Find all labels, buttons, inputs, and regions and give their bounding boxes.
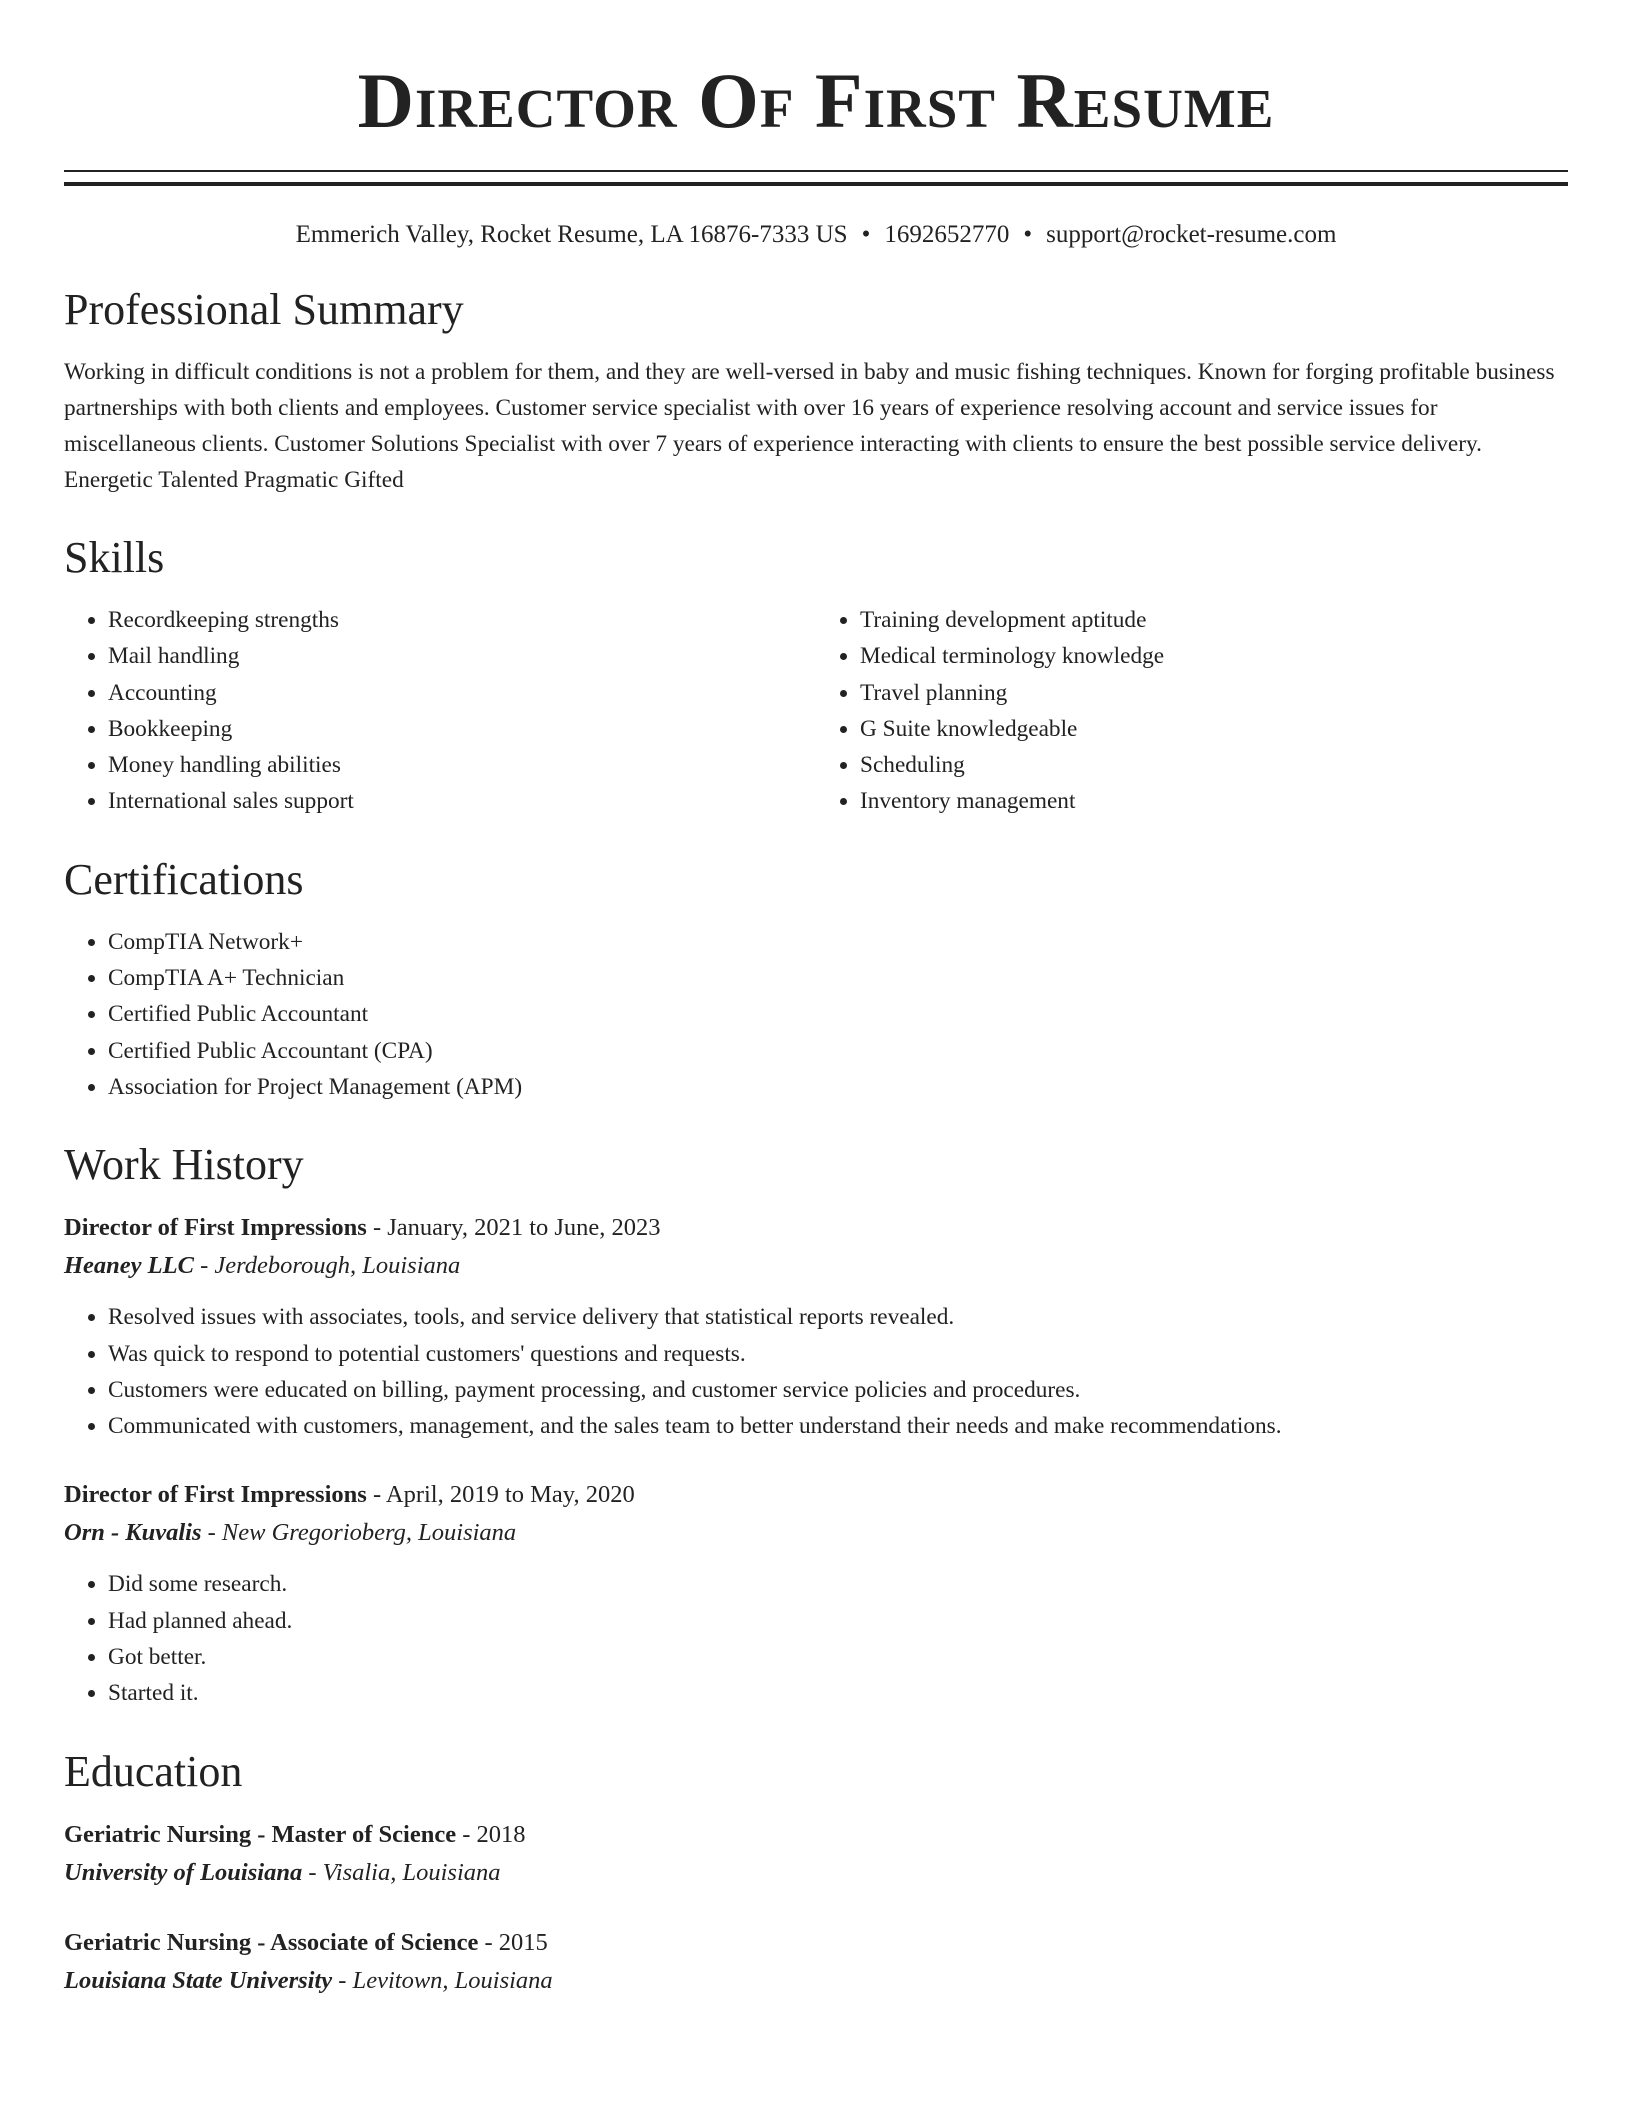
skills-columns bbox=[64, 602, 1568, 820]
education-degree-line bbox=[64, 1924, 1568, 1962]
skill-item: • Recordkeeping strengths bbox=[108, 602, 816, 638]
job-title-line bbox=[64, 1209, 1568, 1247]
job-company: Orn - Kuvalis bbox=[64, 1519, 202, 1547]
education-school-line bbox=[64, 1854, 1568, 1892]
summary-text: Working in difficult conditions is not a problem for them, and they are well-versed in baby and music fishing techniques. Known for forging profitable business partnerships with both clients and employees. Customer service specialist with over 16 years of experience resolving account and service issues for miscellaneous clients. Customer Solutions Specialist with over 7 years of experience interacting with clients to ensure the best possible service delivery. Energetic Talented Pragmatic Gifted bbox=[64, 359, 1555, 493]
education-location: - Levitown, Louisiana bbox=[332, 1966, 553, 1994]
job-bullet: • Was quick to respond to potential customers' questions and requests. bbox=[108, 1336, 1568, 1372]
job-entry bbox=[64, 1476, 1568, 1711]
certification-item: • Association for Project Management (APM) bbox=[108, 1069, 1568, 1105]
job-bullet: • Got better. bbox=[108, 1639, 1568, 1675]
skill-item: • Inventory management bbox=[860, 783, 1568, 819]
education-degree: Geriatric Nursing - Master of Science bbox=[64, 1820, 457, 1848]
certification-item: • CompTIA A+ Technician bbox=[108, 960, 1568, 996]
education-school-line bbox=[64, 1962, 1568, 2000]
certification-item: • CompTIA Network+ bbox=[108, 924, 1568, 960]
certifications-heading: Certifications bbox=[64, 854, 304, 904]
spacer bbox=[64, 1892, 1568, 1924]
skill-item: • Training development aptitude bbox=[860, 602, 1568, 638]
job-dates: - January, 2021 to June, 2023 bbox=[366, 1214, 661, 1242]
title-divider bbox=[64, 170, 1568, 186]
job-bullet: • Started it. bbox=[108, 1675, 1568, 1711]
contact-address: Emmerich Valley, Rocket Resume, LA 16876-7333 US bbox=[295, 221, 848, 248]
certification-item: • Certified Public Accountant (CPA) bbox=[108, 1033, 1568, 1069]
job-company-line bbox=[64, 1514, 1568, 1552]
job-bullet: • Customers were educated on billing, payment processing, and customer service policies and procedures. bbox=[108, 1372, 1568, 1408]
contact-phone: 1692652770 bbox=[884, 221, 1010, 248]
job-role: Director of First Impressions bbox=[64, 1481, 367, 1509]
job-bullet: • Had planned ahead. bbox=[108, 1603, 1568, 1639]
skill-item: • Travel planning bbox=[860, 675, 1568, 711]
job-location: - New Gregorioberg, Louisiana bbox=[201, 1519, 517, 1547]
education-year: - 2018 bbox=[456, 1820, 526, 1848]
skill-item: • Scheduling bbox=[860, 747, 1568, 783]
skill-item: • Bookkeeping bbox=[108, 711, 816, 747]
job-dates: - April, 2019 to May, 2020 bbox=[366, 1481, 635, 1509]
job-company-line bbox=[64, 1247, 1568, 1285]
education-location: - Visalia, Louisiana bbox=[302, 1858, 501, 1886]
summary-heading: Professional Summary bbox=[64, 285, 464, 334]
skill-item: • Accounting bbox=[108, 675, 816, 711]
job-bullets bbox=[64, 1566, 1568, 1711]
education-heading: Education bbox=[64, 1746, 243, 1796]
job-location: - Jerdeborough, Louisiana bbox=[193, 1252, 461, 1280]
skill-item: • G Suite knowledgeable bbox=[860, 711, 1568, 747]
contact-line bbox=[64, 220, 1568, 250]
education-entry bbox=[64, 1924, 1568, 2000]
skills-heading: Skills bbox=[64, 533, 165, 582]
resume-title: Director Of First Resume bbox=[357, 57, 1275, 144]
education-degree: Geriatric Nursing - Associate of Science bbox=[64, 1928, 479, 1956]
education-entry bbox=[64, 1816, 1568, 1892]
certifications-list bbox=[64, 924, 1568, 1105]
education-school: Louisiana State University bbox=[64, 1966, 333, 1994]
skills-list-right bbox=[816, 602, 1568, 820]
work-history-heading: Work History bbox=[64, 1140, 304, 1190]
job-entry bbox=[64, 1209, 1568, 1444]
job-bullet: • Did some research. bbox=[108, 1566, 1568, 1602]
skills-list-left bbox=[64, 602, 816, 820]
skill-item: • Money handling abilities bbox=[108, 747, 816, 783]
skill-item: • Medical terminology knowledge bbox=[860, 638, 1568, 674]
skill-item: • Mail handling bbox=[108, 638, 816, 674]
job-title-line bbox=[64, 1476, 1568, 1514]
job-bullet: • Communicated with customers, management, and the sales team to better understand their needs and make recommendations. bbox=[108, 1408, 1568, 1444]
contact-separator: • bbox=[861, 221, 871, 248]
contact-separator: • bbox=[1023, 221, 1033, 248]
job-bullets bbox=[64, 1299, 1568, 1444]
education-degree-line bbox=[64, 1816, 1568, 1854]
education-school: University of Louisiana bbox=[64, 1858, 303, 1886]
contact-email: support@rocket-resume.com bbox=[1046, 221, 1337, 248]
certification-item: • Certified Public Accountant bbox=[108, 996, 1568, 1032]
job-role: Director of First Impressions bbox=[64, 1214, 367, 1242]
spacer bbox=[64, 1444, 1568, 1476]
skill-item: • International sales support bbox=[108, 783, 816, 819]
job-bullet: • Resolved issues with associates, tools, and service delivery that statistical reports revealed. bbox=[108, 1299, 1568, 1335]
education-year: - 2015 bbox=[478, 1928, 548, 1956]
job-company: Heaney LLC bbox=[64, 1252, 194, 1280]
